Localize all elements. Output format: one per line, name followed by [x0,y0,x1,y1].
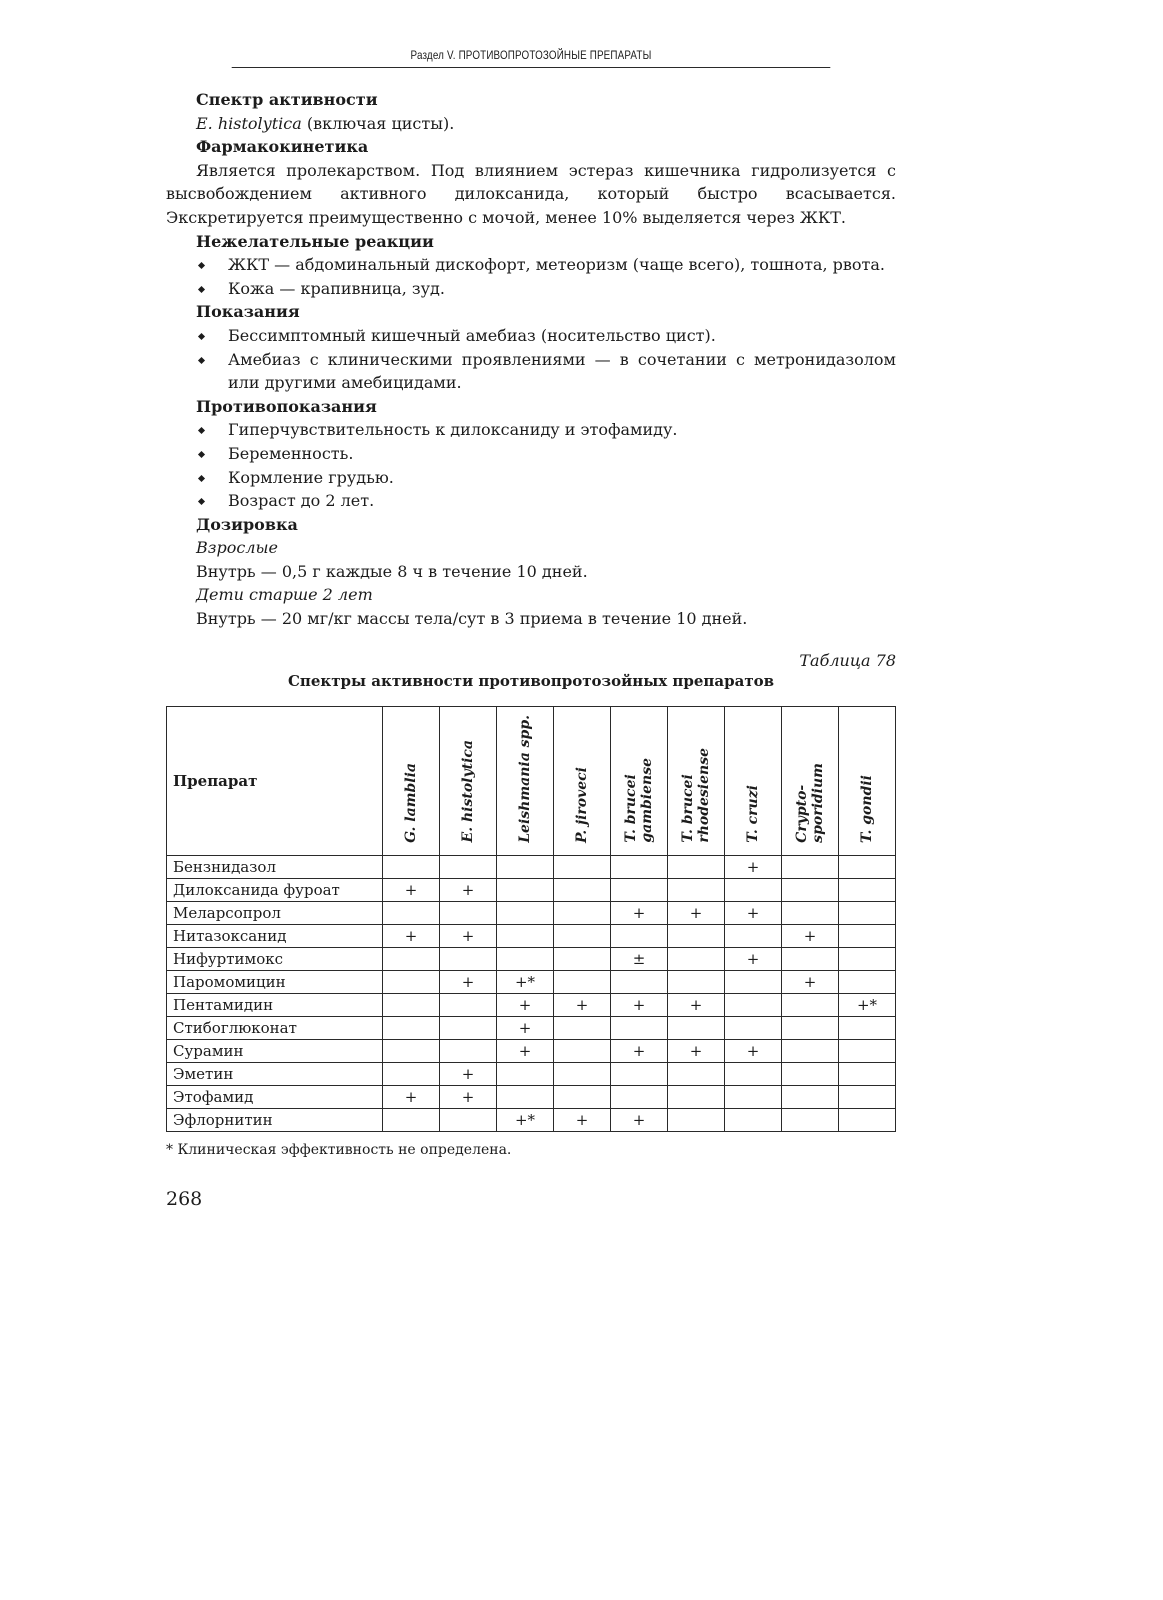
pharmacokinetics-heading: Фармакокинетика [196,137,369,157]
activity-cell [782,993,839,1016]
table-header-row [167,706,896,855]
contraindications-heading: Противопоказания [196,396,377,416]
drug-name-cell: Пентамидин [167,993,383,1016]
body-text [166,88,896,631]
activity-cell [668,924,725,947]
activity-cell [554,855,611,878]
drug-name-cell: Стибоглюконат [167,1016,383,1039]
activity-cell [668,878,725,901]
activity-cell [725,1085,782,1108]
activity-cell: +* [497,970,554,993]
activity-cell [782,855,839,878]
organism-header [440,706,497,855]
activity-cell [440,1108,497,1131]
activity-cell: + [440,924,497,947]
activity-cell: + [668,993,725,1016]
table-row [167,1108,896,1131]
drug-name-cell: Дилоксанида фуроат [167,878,383,901]
table-row [167,878,896,901]
table-row [167,993,896,1016]
activity-cell: + [611,1039,668,1062]
running-title: Раздел V. ПРОТИВОПРОТОЗОЙНЫЕ ПРЕПАРАТЫ [232,48,831,68]
organism-header-label: E. histolytica [460,740,476,843]
drug-name-cell: Эфлорнитин [167,1108,383,1131]
activity-cell: + [440,970,497,993]
adverse-list [166,253,896,300]
activity-cell [782,1108,839,1131]
activity-cell: + [440,878,497,901]
activity-cell: + [497,1016,554,1039]
activity-cell [497,1062,554,1085]
activity-cell [383,947,440,970]
activity-cell: + [497,1039,554,1062]
organism-header [383,706,440,855]
spectrum-table [166,706,896,1132]
activity-cell [383,970,440,993]
table-row [167,1016,896,1039]
organism-header-label: T. gondii [859,774,875,843]
activity-cell [497,855,554,878]
activity-cell [383,1062,440,1085]
drug-name-cell: Бензнидазол [167,855,383,878]
table-label: Таблица 78 [799,650,896,670]
activity-cell [440,947,497,970]
drug-name-cell: Меларсопрол [167,901,383,924]
activity-cell: + [782,970,839,993]
table-footnote: * Клиническая эффективность не определена. [166,1141,512,1158]
table-row [167,1039,896,1062]
activity-cell [839,901,896,924]
dosage-heading: Дозировка [196,514,298,534]
activity-cell [383,1108,440,1131]
drug-name-cell: Нитазоксанид [167,924,383,947]
organism-header-label: T. brucei rhodesiense [680,747,712,843]
activity-cell [383,901,440,924]
activity-cell [611,1085,668,1108]
organism-header [497,706,554,855]
activity-cell [725,924,782,947]
activity-cell: + [497,993,554,1016]
dosage-children-label: Дети старше 2 лет [196,585,373,605]
page-number: 268 [166,1187,203,1210]
activity-cell [725,878,782,901]
activity-cell [383,1016,440,1039]
contraindication-item: Гиперчувствительность к дилоксаниду и этофамиду. [196,418,896,442]
table-row [167,1085,896,1108]
activity-cell [497,878,554,901]
dosage-children-text: Внутрь — 20 мг/кг массы тела/сут в 3 приема в течение 10 дней. [196,609,748,629]
contraindication-item: Кормление грудью. [196,466,896,490]
activity-cell [611,924,668,947]
activity-cell [440,855,497,878]
organism-header-label: T. cruzi [745,784,761,843]
activity-cell: + [611,1108,668,1131]
pharmacokinetics-text: Является пролекарством. Под влиянием эстераз кишечника гидролизуется с высвобождением активного дилоксанида, который быстро всасывается. Экскретируется преимущественно с мочой, менее 10% выделяется через ЖКТ. [166,160,896,227]
activity-cell [668,1108,725,1131]
organism-header [839,706,896,855]
activity-cell [497,901,554,924]
indications-list [166,324,896,395]
activity-cell [839,1016,896,1039]
organism-header-label: P. jiroveci [574,766,590,843]
activity-cell [554,878,611,901]
activity-cell: + [440,1062,497,1085]
drug-name-cell: Сурамин [167,1039,383,1062]
activity-cell [611,1062,668,1085]
activity-cell [782,901,839,924]
organism-header-label: Crypto- sporidium [794,762,826,843]
table-row [167,924,896,947]
activity-cell [782,1085,839,1108]
activity-cell [782,947,839,970]
adverse-item: ЖКТ — абдоминальный дискофорт, метеоризм (чаще всего), тошнота, рвота. [196,253,896,277]
activity-cell [725,993,782,1016]
contraindications-list [166,418,896,512]
activity-cell: + [383,924,440,947]
table-body [167,855,896,1131]
activity-cell [839,1085,896,1108]
activity-cell: + [611,901,668,924]
activity-cell [611,1016,668,1039]
activity-cell [440,1016,497,1039]
table-row [167,855,896,878]
drug-name-cell: Паромомицин [167,970,383,993]
adverse-item: Кожа — крапивница, зуд. [196,277,896,301]
organism-header [611,706,668,855]
spectrum-organism: E. histolytica [196,113,302,133]
activity-cell [839,1062,896,1085]
table-row [167,901,896,924]
organism-header-label: G. lamblia [403,762,419,843]
activity-cell: + [668,1039,725,1062]
activity-cell [497,947,554,970]
activity-cell [668,947,725,970]
activity-cell [554,970,611,993]
activity-cell [725,1108,782,1131]
indication-item: Амебиаз с клиническими проявлениями — в сочетании с метронидазолом или другими амебицидами. [196,348,896,395]
dosage-adults-text: Внутрь — 0,5 г каждые 8 ч в течение 10 дней. [196,561,588,581]
adverse-heading: Нежелательные реакции [196,231,434,251]
activity-cell [383,993,440,1016]
drug-name-cell: Нифуртимокс [167,947,383,970]
activity-cell: + [611,993,668,1016]
activity-cell [440,993,497,1016]
contraindication-item: Возраст до 2 лет. [196,489,896,513]
activity-cell: + [725,901,782,924]
activity-cell: +* [497,1108,554,1131]
table-row [167,1062,896,1085]
activity-cell [554,924,611,947]
activity-cell: + [725,1039,782,1062]
activity-cell [782,1062,839,1085]
activity-cell: + [782,924,839,947]
activity-cell [668,1016,725,1039]
activity-cell [554,1085,611,1108]
table-row [167,947,896,970]
table-title: Спектры активности противопротозойных препаратов [287,671,775,690]
activity-cell [440,1039,497,1062]
activity-cell [839,947,896,970]
activity-cell: + [383,1085,440,1108]
activity-cell [668,970,725,993]
table-row [167,970,896,993]
activity-cell [611,878,668,901]
activity-cell: + [383,878,440,901]
organism-header [554,706,611,855]
activity-cell: ± [611,947,668,970]
activity-cell [668,1085,725,1108]
activity-cell [839,1039,896,1062]
activity-cell: + [725,855,782,878]
activity-cell [554,947,611,970]
organism-header [782,706,839,855]
indications-heading: Показания [196,302,300,322]
activity-cell [383,855,440,878]
activity-cell [668,855,725,878]
drug-name-cell: Эметин [167,1062,383,1085]
drug-name-cell: Этофамид [167,1085,383,1108]
activity-cell: + [725,947,782,970]
activity-cell [725,1016,782,1039]
indication-item: Бессимптомный кишечный амебиаз (носительство цист). [196,324,896,348]
activity-cell [554,1062,611,1085]
activity-cell [554,1039,611,1062]
activity-cell: + [554,1108,611,1131]
book-page [166,40,896,1210]
dosage-adults-label: Взрослые [196,538,279,558]
activity-cell [554,1016,611,1039]
activity-cell [668,1062,725,1085]
activity-cell [497,1085,554,1108]
activity-cell [782,878,839,901]
activity-cell: + [554,993,611,1016]
organism-header-label: T. brucei gambiense [623,758,655,843]
activity-cell [839,970,896,993]
activity-cell [839,878,896,901]
activity-cell: +* [839,993,896,1016]
activity-cell [839,1108,896,1131]
activity-cell [497,924,554,947]
activity-cell [782,1016,839,1039]
spectrum-heading: Спектр активности [196,90,378,109]
activity-cell [383,1039,440,1062]
activity-cell [440,901,497,924]
activity-cell [611,855,668,878]
activity-cell: + [668,901,725,924]
activity-cell [782,1039,839,1062]
activity-cell: + [440,1085,497,1108]
drug-column-header: Препарат [167,706,383,855]
organism-header [668,706,725,855]
contraindication-item: Беременность. [196,442,896,466]
activity-cell [554,901,611,924]
activity-cell [725,1062,782,1085]
activity-cell [725,970,782,993]
organism-header [725,706,782,855]
activity-cell [611,970,668,993]
spectrum-note: (включая цисты). [301,113,455,133]
activity-cell [839,855,896,878]
activity-cell [839,924,896,947]
spectrum-line [166,112,896,136]
organism-header-label: Leishmania spp. [517,714,533,843]
